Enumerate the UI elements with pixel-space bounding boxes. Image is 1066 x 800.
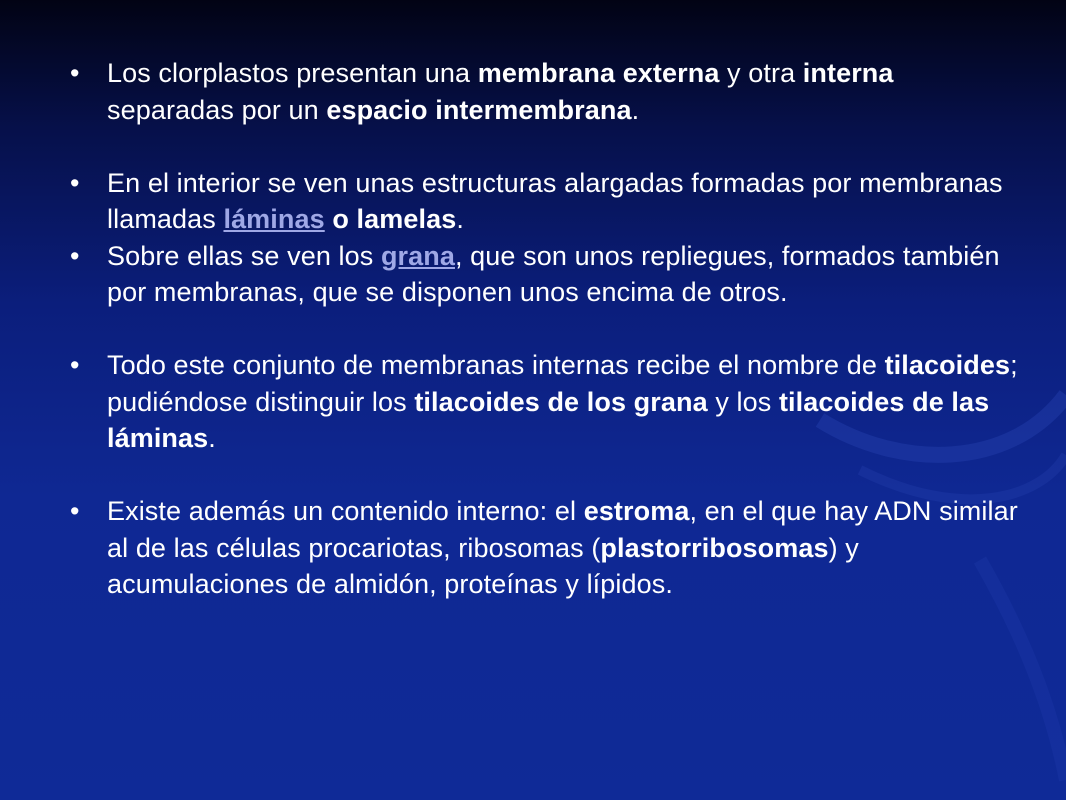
bullet-text: , en el que hay ADN similar al de las células procariotas, ribosomas ( [107, 496, 1018, 563]
bold-term: membrana externa [477, 58, 720, 88]
bullet-list [70, 55, 1020, 603]
bullet-marker: • [70, 350, 80, 380]
bullet-text: Existe además un contenido interno: el [107, 496, 584, 526]
bullet-marker: • [70, 58, 80, 88]
bullet-text: separadas por un [107, 94, 327, 125]
bold-term: o lamelas [324, 204, 457, 234]
bullet-marker: • [70, 240, 80, 271]
bold-term: tilacoides de las láminas [107, 386, 990, 453]
bullet-item [70, 165, 1020, 238]
bullet-text: Los clorplastos presentan una [107, 58, 478, 88]
paragraph-spacer [70, 311, 1020, 348]
bullet-text: . [456, 204, 464, 234]
bold-term: espacio intermembrana [326, 94, 632, 125]
paragraph-spacer [70, 457, 1020, 494]
bold-term: interna [802, 58, 894, 88]
term-link[interactable]: grana [380, 240, 455, 271]
bullet-text: En el interior se ven unas estructuras alargadas formadas por membranas llamadas [107, 167, 1003, 234]
bullet-text: ) y acumulaciones de almidón, proteínas y lípidos. [107, 532, 859, 599]
bullet-text: . [208, 423, 216, 453]
bullet-text: Sobre ellas se ven los [107, 240, 381, 271]
bold-term: tilacoides de los grana [414, 386, 708, 417]
term-link[interactable]: láminas [223, 204, 325, 234]
bullet-item [70, 238, 1020, 311]
bold-term: plastorribosomas [600, 532, 829, 563]
bullet-text: ; pudiéndose distinguir los [107, 350, 1018, 417]
bold-term: estroma [583, 496, 690, 526]
bullet-text: y los [707, 386, 779, 417]
bullet-text: . [631, 94, 640, 125]
bullet-item [70, 347, 1020, 457]
bold-term: tilacoides [884, 350, 1011, 380]
bullet-text: y otra [719, 58, 803, 88]
bullet-marker: • [70, 167, 80, 198]
bullet-text: Todo este conjunto de membranas internas recibe el nombre de [107, 350, 885, 380]
paragraph-spacer [70, 128, 1020, 165]
bullet-marker: • [70, 496, 80, 526]
bullet-text: , que son unos repliegues, formados también por membranas, que se disponen unos encima de otros. [107, 240, 1000, 307]
bullet-item [70, 55, 1020, 128]
bullet-item [70, 493, 1020, 603]
